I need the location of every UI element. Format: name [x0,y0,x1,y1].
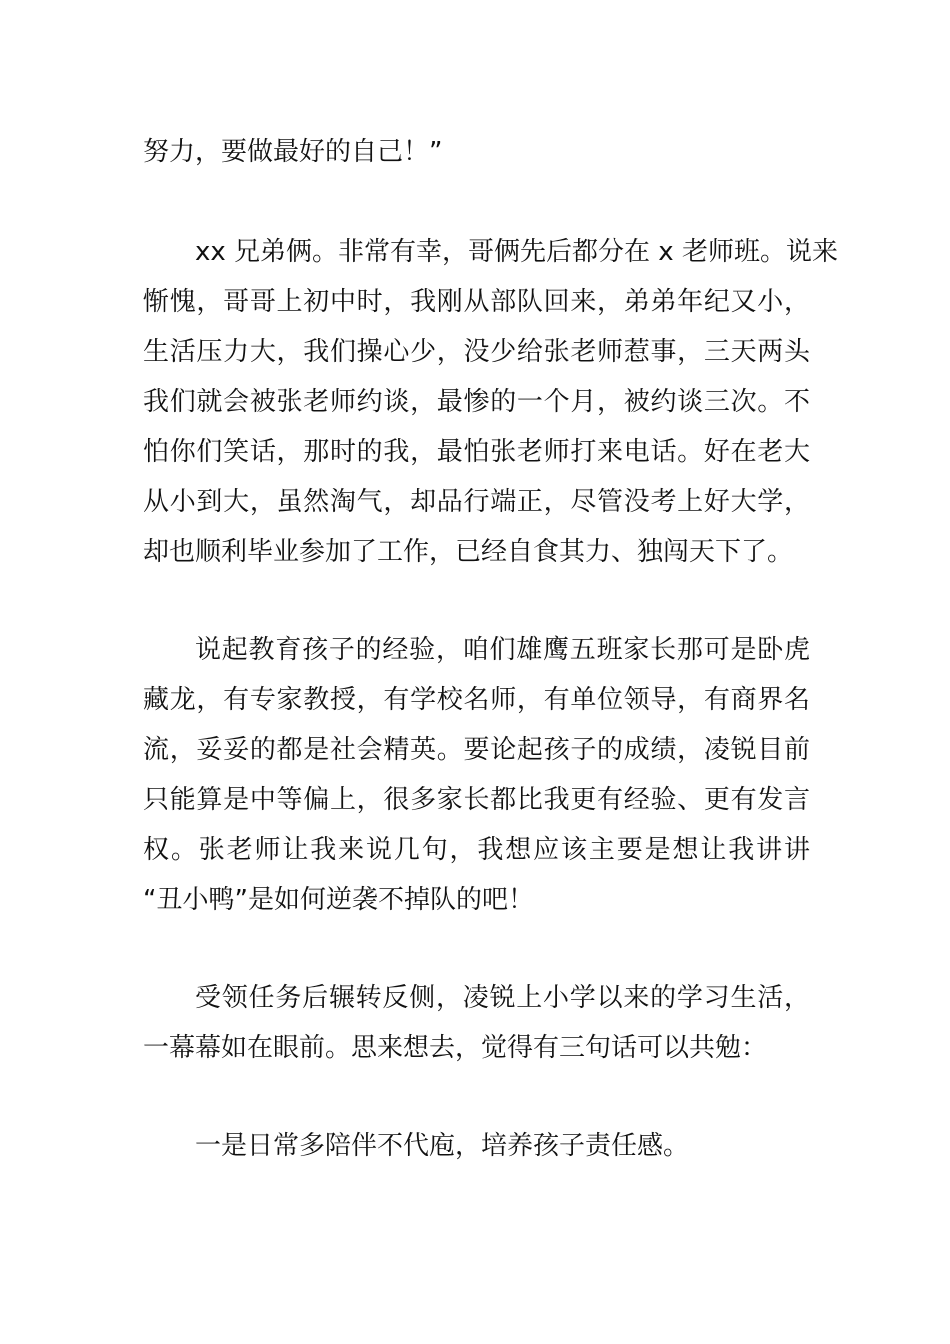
text-line: 从小到大，虽然淘气，却品行端正，尽管没考上好大学， [143,487,810,517]
text-line: 生活压力大，我们操心少，没少给张老师惹事，三天两头 [143,337,810,367]
text-line: 我们就会被张老师约谈，最惨的一个月，被约谈三次。不 [143,387,810,417]
text-line: 怕你们笑话，那时的我，最怕张老师打来电话。好在老大 [143,437,810,467]
paragraph-brothers [143,227,838,577]
text-line: 只能算是中等偏上，很多家长都比我更有经验、更有发言 [143,785,810,815]
text-line: 权。张老师让我来说几句，我想应该主要是想让我讲讲 [143,835,810,865]
paragraph-task [143,973,810,1073]
text-line: 说起教育孩子的经验，咱们雄鹰五班家长那可是卧虎 [195,635,810,665]
text-line: “丑小鸭”是如何逆袭不掉队的吧！ [143,885,534,915]
text-line: 一是日常多陪伴不代庖，培养孩子责任感。 [195,1131,690,1161]
text-line: 惭愧，哥哥上初中时，我刚从部队回来，弟弟年纪又小， [143,287,810,317]
text-line: 受领任务后辗转反侧，凌锐上小学以来的学习生活， [195,983,810,1013]
text-line: 却也顺利毕业参加了工作，已经自食其力、独闯天下了。 [143,537,794,567]
text-line: 努力，要做最好的自己！” [143,137,443,167]
text-line: 流，妥妥的都是社会精英。要论起孩子的成绩，凌锐目前 [143,735,810,765]
text-line: 藏龙，有专家教授，有学校名师，有单位领导，有商界名 [143,685,810,715]
text-line: xx 兄弟俩。非常有幸，哥俩先后都分在 x 老师班。说来 [195,237,838,267]
paragraph-point-one [143,1121,810,1171]
text-line: 一幕幕如在眼前。思来想去，觉得有三句话可以共勉： [143,1033,768,1063]
paragraph-experience [143,625,810,925]
paragraph-continuation [143,127,810,177]
